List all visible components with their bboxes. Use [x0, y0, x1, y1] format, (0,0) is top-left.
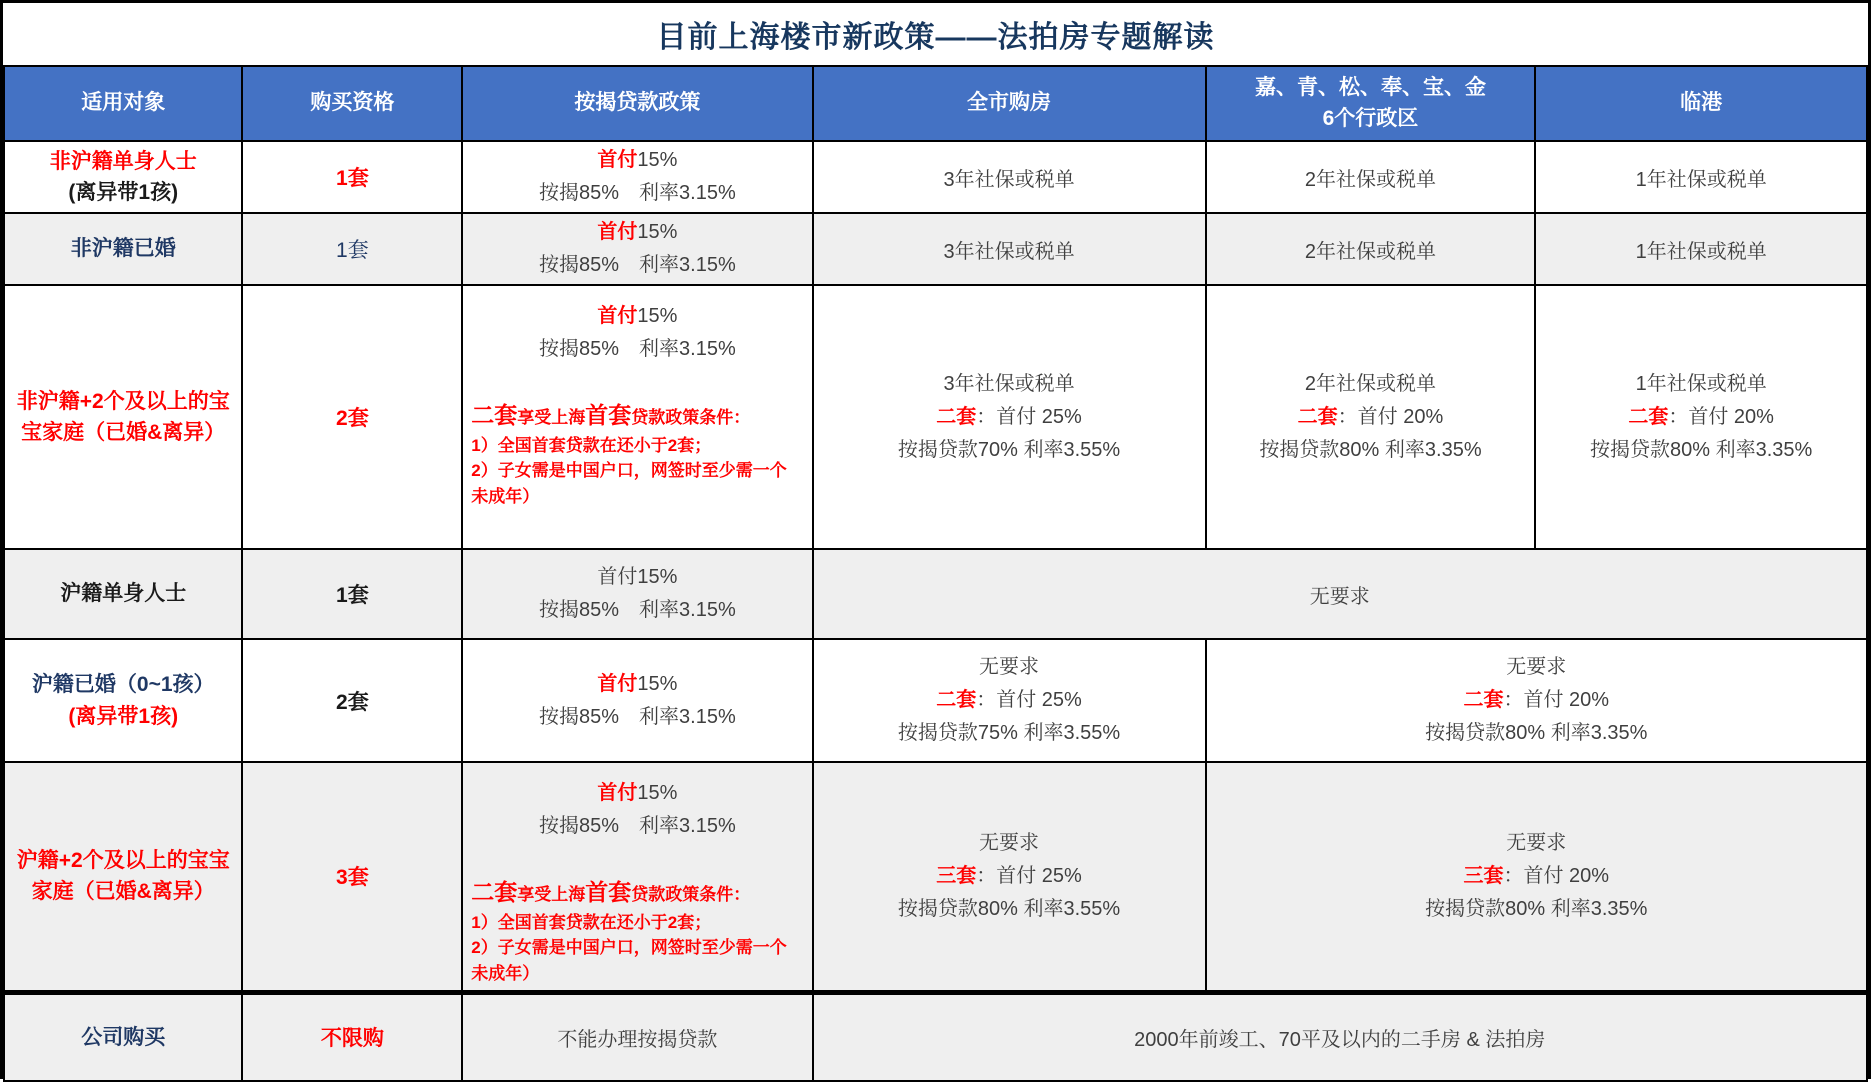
third-home-terms: 三套：首付 25%: [936, 864, 1082, 887]
row2-lingang-cell: 1年社保或税单: [1535, 213, 1867, 285]
table-row: [4, 639, 1867, 762]
row7-loan-cell: 不能办理按揭贷款: [462, 992, 812, 1081]
condition-item-2: 2）子女需是中国户口，网签时至少需一个未成年）: [471, 461, 787, 506]
loan-line2: 按揭85% 利率3.15%: [539, 182, 736, 204]
row4-qual-cell: [242, 549, 462, 639]
row5-name: 沪籍已婚（0~1孩）: [31, 673, 215, 696]
table-row: [4, 992, 1867, 1081]
row6-citywide-cell: 无要求 三套：首付 25% 按揭贷款80% 利率3.55%: [813, 762, 1206, 992]
table-row: [4, 141, 1867, 213]
row4-loan-cell: 首付15% 按揭85% 利率3.15%: [462, 549, 812, 639]
loan-line1: 首付15%: [597, 305, 678, 327]
row2-name: 非沪籍已婚: [70, 237, 176, 261]
row7-name-cell: [4, 992, 242, 1081]
row3-loan-cell: [462, 285, 812, 549]
row3-citywide-cell: 3年社保或税单 二套：首付 25% 按揭贷款70% 利率3.55%: [813, 285, 1206, 549]
row5-merged-cell: 无要求 二套：首付 20% 按揭贷款80% 利率3.35%: [1206, 639, 1867, 762]
row3-name: 非沪籍+2个及以上的宝宝家庭（已婚&离异）: [16, 389, 230, 444]
row3-qual: 2套: [336, 407, 369, 430]
table-row: [4, 762, 1867, 992]
row5-qual-cell: [242, 639, 462, 762]
row1-qual-cell: [242, 141, 462, 213]
row6-name-cell: [4, 762, 242, 992]
loan-line1: 首付15%: [597, 221, 678, 243]
loan-line2: 按揭85% 利率3.15%: [539, 254, 736, 276]
row3-qual-cell: [242, 285, 462, 549]
header-lingang: 临港: [1535, 66, 1867, 141]
row1-qual: 1套: [336, 167, 369, 190]
row2-name-cell: [4, 213, 242, 285]
row6-qual-cell: [242, 762, 462, 992]
condition-item-2: 2）子女需是中国户口，网签时至少需一个未成年）: [471, 938, 787, 983]
condition-item-1: 1）全国首套贷款在还小于2套；: [471, 435, 712, 455]
row5-citywide-cell: 无要求 二套：首付 25% 按揭贷款75% 利率3.55%: [813, 639, 1206, 762]
second-home-terms: 二套：首付 25%: [936, 405, 1082, 428]
row4-name-cell: [4, 549, 242, 639]
header-applicable: 适用对象: [4, 66, 242, 141]
loan-line1: 首付15%: [597, 782, 678, 804]
loan-line2: 按揭85% 利率3.15%: [539, 705, 736, 728]
second-home-terms: 二套：首付 25%: [936, 689, 1082, 711]
row3-lingang-cell: 1年社保或税单 二套：首付 20% 按揭贷款80% 利率3.35%: [1535, 285, 1867, 549]
row2-districts-cell: 2年社保或税单: [1206, 213, 1536, 285]
loan-line2: 按揭85% 利率3.15%: [539, 338, 736, 360]
row1-loan-cell: [462, 141, 812, 213]
policy-table: [3, 65, 1868, 1082]
row2-qual-cell: [242, 213, 462, 285]
row2-qual: 1套: [336, 239, 369, 262]
row7-qual-cell: [242, 992, 462, 1081]
header-six-districts: [1206, 66, 1536, 141]
loan-line2: 按揭85% 利率3.15%: [539, 815, 736, 837]
table-row: [4, 213, 1867, 285]
header-qualification: 购买资格: [242, 66, 462, 141]
row6-qual: 3套: [336, 866, 369, 890]
row7-name: 公司购买: [81, 1025, 166, 1049]
loan-line1: 首付15%: [597, 672, 678, 695]
row1-citywide-cell: 3年社保或税单: [813, 141, 1206, 213]
row4-name: 沪籍单身人士: [60, 582, 187, 606]
condition-title: 二套享受上海首套贷款政策条件：: [471, 879, 751, 905]
third-home-terms: 三套：首付 20%: [1463, 864, 1610, 887]
row5-loan-cell: [462, 639, 812, 762]
row1-name: 非沪籍单身人士: [49, 149, 197, 173]
row4-merged-cell: 无要求: [813, 549, 1867, 639]
second-home-condition: [467, 875, 807, 986]
header-citywide: 全市购房: [813, 66, 1206, 141]
row3-name-cell: [4, 285, 242, 549]
table-row: [4, 549, 1867, 639]
row1-lingang-cell: 1年社保或税单: [1535, 141, 1867, 213]
second-home-condition: [467, 398, 807, 509]
row1-districts-cell: 2年社保或税单: [1206, 141, 1536, 213]
row3-districts-cell: 2年社保或税单 二套：首付 20% 按揭贷款80% 利率3.35%: [1206, 285, 1536, 549]
header-six-districts-line1: 嘉、青、松、奉、宝、金: [1254, 76, 1486, 100]
row5-qual: 2套: [336, 690, 369, 714]
row6-loan-cell: [462, 762, 812, 992]
row4-qual: 1套: [336, 584, 369, 607]
page-title: 目前上海楼市新政策——法拍房专题解读: [656, 21, 1215, 54]
header-row: [4, 66, 1867, 141]
header-six-districts-line2: 6个行政区: [1322, 106, 1419, 130]
row6-name: 沪籍+2个及以上的宝宝家庭（已婚&离异）: [16, 848, 230, 904]
table-row: [4, 285, 1867, 549]
second-home-terms: 二套：首付 20%: [1297, 405, 1444, 428]
condition-item-1: 1）全国首套贷款在还小于2套；: [471, 912, 712, 932]
row1-name-cell: [4, 141, 242, 213]
second-home-terms: 二套：首付 20%: [1628, 405, 1774, 428]
row5-name-cell: [4, 639, 242, 762]
condition-title: 二套享受上海首套贷款政策条件：: [471, 402, 751, 428]
header-mortgage-policy: 按揭贷款政策: [462, 66, 812, 141]
loan-line1: 首付15%: [597, 149, 678, 171]
row2-loan-cell: [462, 213, 812, 285]
second-home-terms: 二套：首付 20%: [1463, 689, 1610, 711]
row7-merged-cell: 2000年前竣工、70平及以内的二手房 & 法拍房: [813, 992, 1867, 1081]
row5-note: (离异带1孩): [68, 704, 179, 728]
row2-citywide-cell: 3年社保或税单: [813, 213, 1206, 285]
row1-note: (离异带1孩): [68, 181, 179, 204]
row7-qual: 不限购: [320, 1027, 384, 1051]
row6-merged-cell: 无要求 三套：首付 20% 按揭贷款80% 利率3.35%: [1206, 762, 1867, 992]
